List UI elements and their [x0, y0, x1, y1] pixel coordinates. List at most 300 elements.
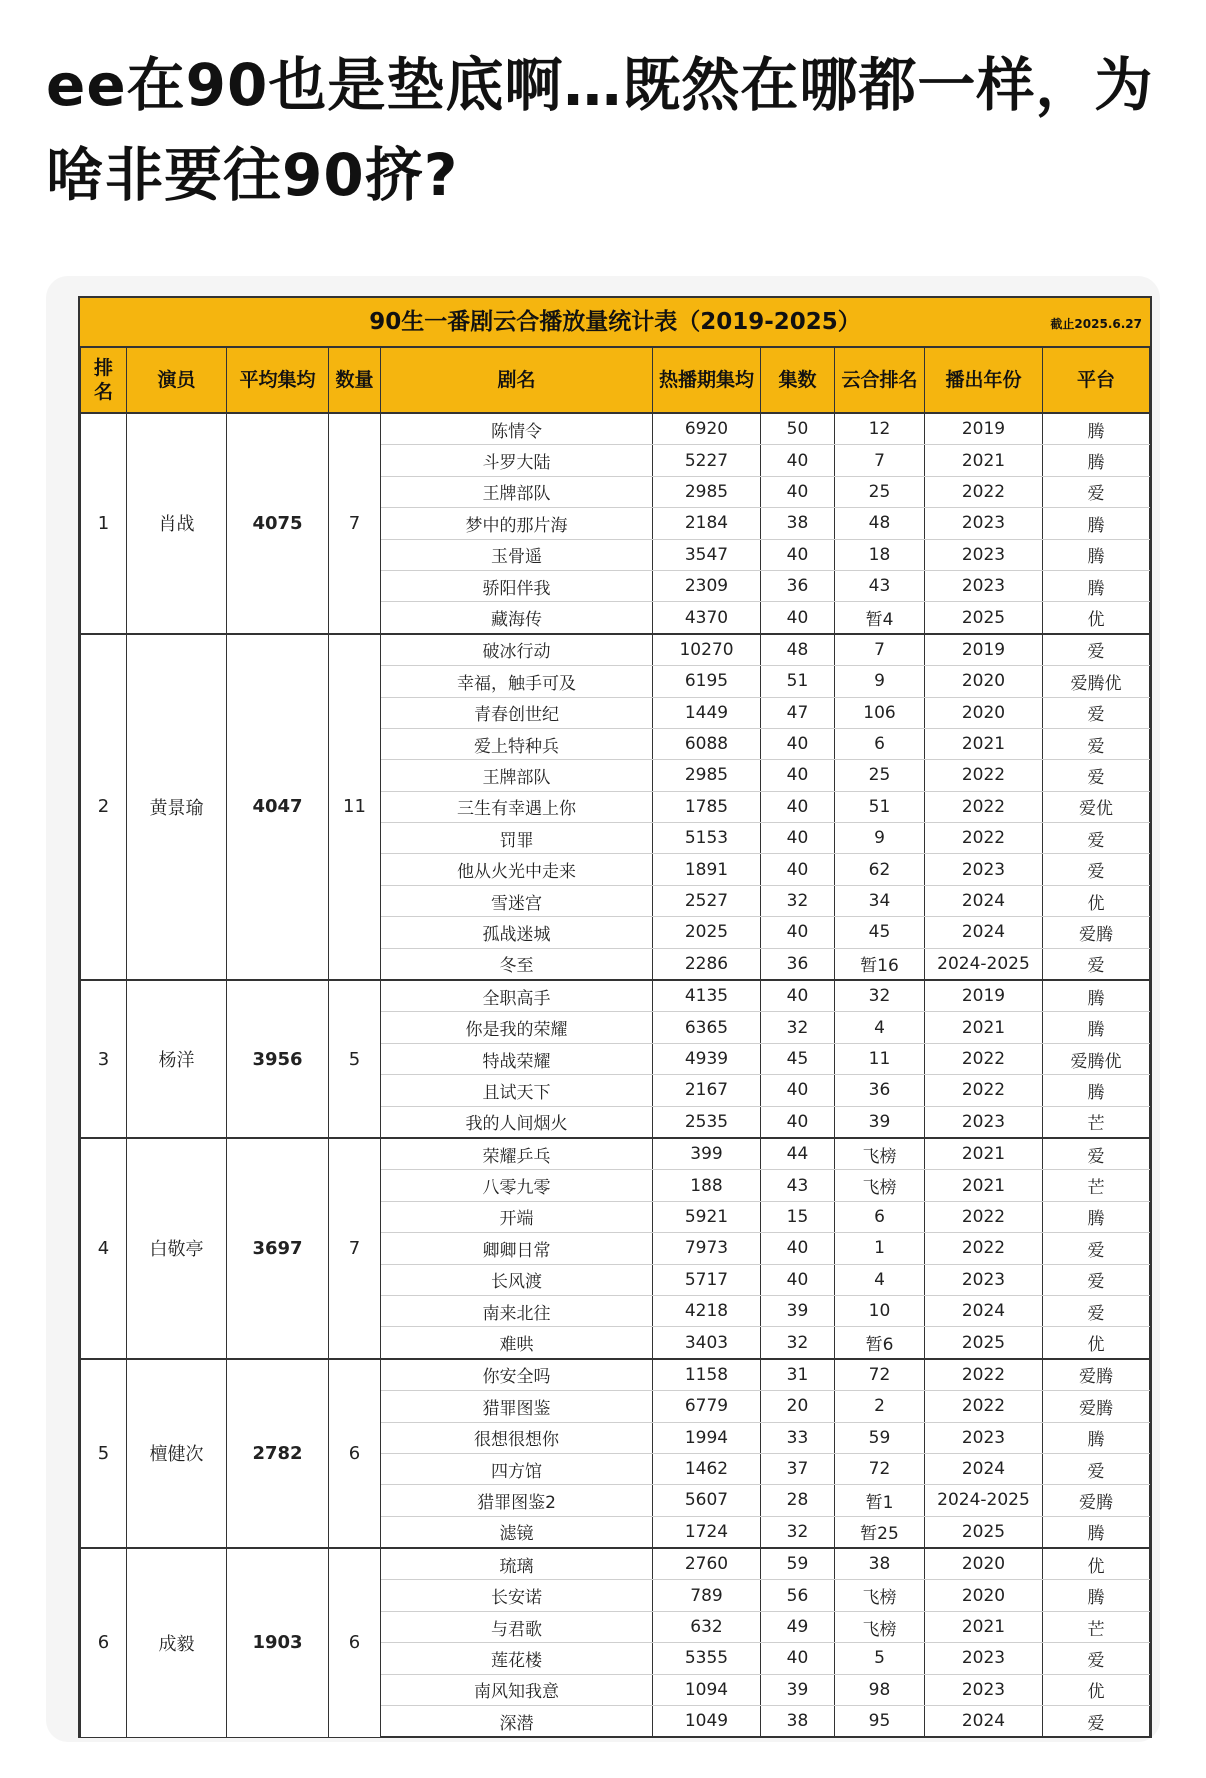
episodes-cell: 32 — [761, 1327, 835, 1359]
avg-cell: 3697 — [227, 1138, 329, 1359]
yunhe-rank-cell: 12 — [835, 413, 925, 445]
avg-cell: 2782 — [227, 1359, 329, 1548]
hot-avg-cell: 6920 — [653, 413, 761, 445]
yunhe-rank-cell: 暂25 — [835, 1516, 925, 1548]
platform-cell: 腾 — [1043, 570, 1150, 601]
sheet-title-bar — [80, 296, 1150, 347]
yunhe-rank-cell: 45 — [835, 917, 925, 948]
yunhe-rank-cell: 7 — [835, 634, 925, 666]
platform-cell: 爱 — [1043, 823, 1150, 854]
drama-name-cell: 很想很想你 — [381, 1422, 653, 1453]
header-rank-label: 排名 — [93, 357, 113, 403]
drama-name-cell: 你是我的荣耀 — [381, 1012, 653, 1043]
hot-avg-cell: 5153 — [653, 823, 761, 854]
air-year-cell: 2022 — [925, 1075, 1043, 1106]
yunhe-rank-cell: 5 — [835, 1643, 925, 1674]
air-year-cell: 2024 — [925, 1295, 1043, 1326]
platform-cell: 芒 — [1043, 1106, 1150, 1138]
platform-cell: 爱 — [1043, 728, 1150, 759]
episodes-cell: 40 — [761, 980, 835, 1012]
hot-avg-cell: 4370 — [653, 602, 761, 634]
episodes-cell: 49 — [761, 1611, 835, 1642]
actor-cell: 杨洋 — [127, 980, 227, 1138]
air-year-cell: 2024 — [925, 885, 1043, 916]
episodes-cell: 40 — [761, 1075, 835, 1106]
drama-name-cell: 斗罗大陆 — [381, 445, 653, 476]
yunhe-rank-cell: 72 — [835, 1453, 925, 1484]
yunhe-rank-cell: 飞榜 — [835, 1611, 925, 1642]
platform-cell: 爱腾优 — [1043, 1043, 1150, 1074]
air-year-cell: 2024 — [925, 917, 1043, 948]
platform-cell: 爱 — [1043, 697, 1150, 728]
rank-cell: 5 — [81, 1359, 127, 1548]
episodes-cell: 56 — [761, 1580, 835, 1611]
drama-name-cell: 长安诺 — [381, 1580, 653, 1611]
platform-cell: 腾 — [1043, 980, 1150, 1012]
yunhe-rank-cell: 飞榜 — [835, 1580, 925, 1611]
count-cell: 6 — [329, 1359, 381, 1548]
episodes-cell: 40 — [761, 854, 835, 885]
yunhe-rank-cell: 34 — [835, 885, 925, 916]
hot-avg-cell: 1449 — [653, 697, 761, 728]
yunhe-rank-cell: 62 — [835, 854, 925, 885]
air-year-cell: 2025 — [925, 1516, 1043, 1548]
cutoff-date: 截止2025.6.27 — [1050, 317, 1142, 331]
air-year-cell: 2021 — [925, 1170, 1043, 1201]
drama-name-cell: 深潜 — [381, 1706, 653, 1738]
platform-cell: 爱腾 — [1043, 1359, 1150, 1391]
count-cell: 5 — [329, 980, 381, 1138]
hot-avg-cell: 2985 — [653, 476, 761, 507]
episodes-cell: 33 — [761, 1422, 835, 1453]
air-year-cell: 2022 — [925, 1043, 1043, 1074]
count-cell: 6 — [329, 1548, 381, 1737]
drama-name-cell: 雪迷宫 — [381, 885, 653, 916]
drama-name-cell: 难哄 — [381, 1327, 653, 1359]
sheet-title: 90生一番剧云合播放量统计表（2019-2025） — [369, 309, 861, 335]
air-year-cell: 2024 — [925, 1706, 1043, 1738]
yunhe-rank-cell: 51 — [835, 791, 925, 822]
air-year-cell: 2024 — [925, 1453, 1043, 1484]
table-row — [81, 1359, 1150, 1391]
air-year-cell: 2025 — [925, 1327, 1043, 1359]
table-row — [81, 413, 1150, 445]
hot-avg-cell: 2527 — [653, 885, 761, 916]
yunhe-rank-cell: 11 — [835, 1043, 925, 1074]
platform-cell: 芒 — [1043, 1170, 1150, 1201]
episodes-cell: 40 — [761, 728, 835, 759]
drama-name-cell: 我的人间烟火 — [381, 1106, 653, 1138]
yunhe-rank-cell: 32 — [835, 980, 925, 1012]
hot-avg-cell: 6365 — [653, 1012, 761, 1043]
header-episodes: 集数 — [761, 348, 835, 414]
episodes-cell: 36 — [761, 948, 835, 980]
hot-avg-cell: 1891 — [653, 854, 761, 885]
episodes-cell: 40 — [761, 539, 835, 570]
actor-cell: 白敬亭 — [127, 1138, 227, 1359]
hot-avg-cell: 789 — [653, 1580, 761, 1611]
platform-cell: 腾 — [1043, 1201, 1150, 1232]
hot-avg-cell: 1094 — [653, 1674, 761, 1705]
episodes-cell: 50 — [761, 413, 835, 445]
platform-cell: 爱优 — [1043, 791, 1150, 822]
episodes-cell: 40 — [761, 791, 835, 822]
air-year-cell: 2022 — [925, 1233, 1043, 1264]
hot-avg-cell: 1994 — [653, 1422, 761, 1453]
platform-cell: 腾 — [1043, 1422, 1150, 1453]
episodes-cell: 40 — [761, 476, 835, 507]
episodes-cell: 39 — [761, 1674, 835, 1705]
air-year-cell: 2022 — [925, 1201, 1043, 1232]
hot-avg-cell: 2025 — [653, 917, 761, 948]
platform-cell: 爱 — [1043, 760, 1150, 791]
hot-avg-cell: 6779 — [653, 1391, 761, 1422]
episodes-cell: 40 — [761, 602, 835, 634]
episodes-cell: 32 — [761, 885, 835, 916]
table-row — [81, 1548, 1150, 1580]
hot-avg-cell: 4218 — [653, 1295, 761, 1326]
avg-cell: 4075 — [227, 413, 329, 634]
platform-cell: 爱 — [1043, 634, 1150, 666]
rank-cell: 1 — [81, 413, 127, 634]
drama-name-cell: 荣耀乒乓 — [381, 1138, 653, 1170]
platform-cell: 芒 — [1043, 1611, 1150, 1642]
yunhe-rank-cell: 95 — [835, 1706, 925, 1738]
yunhe-rank-cell: 25 — [835, 760, 925, 791]
table-row — [81, 1138, 1150, 1170]
drama-name-cell: 爱上特种兵 — [381, 728, 653, 759]
air-year-cell: 2023 — [925, 539, 1043, 570]
platform-cell: 爱 — [1043, 1233, 1150, 1264]
drama-name-cell: 南来北往 — [381, 1295, 653, 1326]
header-avg: 平均集均 — [227, 348, 329, 414]
hot-avg-cell: 5921 — [653, 1201, 761, 1232]
drama-name-cell: 四方馆 — [381, 1453, 653, 1484]
episodes-cell: 40 — [761, 1106, 835, 1138]
episodes-cell: 31 — [761, 1359, 835, 1391]
air-year-cell: 2020 — [925, 697, 1043, 728]
header-year: 播出年份 — [925, 348, 1043, 414]
drama-name-cell: 南风知我意 — [381, 1674, 653, 1705]
yunhe-rank-cell: 39 — [835, 1106, 925, 1138]
header-rank — [81, 348, 127, 414]
episodes-cell: 59 — [761, 1548, 835, 1580]
drama-name-cell: 王牌部队 — [381, 760, 653, 791]
platform-cell: 爱腾 — [1043, 1485, 1150, 1516]
hot-avg-cell: 1785 — [653, 791, 761, 822]
yunhe-rank-cell: 9 — [835, 823, 925, 854]
yunhe-rank-cell: 9 — [835, 666, 925, 697]
episodes-cell: 45 — [761, 1043, 835, 1074]
yunhe-rank-cell: 43 — [835, 570, 925, 601]
drama-name-cell: 罚罪 — [381, 823, 653, 854]
hot-avg-cell: 4135 — [653, 980, 761, 1012]
air-year-cell: 2023 — [925, 1674, 1043, 1705]
hot-avg-cell: 2167 — [653, 1075, 761, 1106]
air-year-cell: 2020 — [925, 1580, 1043, 1611]
air-year-cell: 2023 — [925, 1422, 1043, 1453]
drama-name-cell: 骄阳伴我 — [381, 570, 653, 601]
table-row — [81, 634, 1150, 666]
drama-name-cell: 特战荣耀 — [381, 1043, 653, 1074]
episodes-cell: 40 — [761, 760, 835, 791]
yunhe-rank-cell: 暂6 — [835, 1327, 925, 1359]
hot-avg-cell: 5607 — [653, 1485, 761, 1516]
hot-avg-cell: 399 — [653, 1138, 761, 1170]
drama-name-cell: 八零九零 — [381, 1170, 653, 1201]
platform-cell: 腾 — [1043, 1012, 1150, 1043]
drama-name-cell: 藏海传 — [381, 602, 653, 634]
yunhe-rank-cell: 59 — [835, 1422, 925, 1453]
air-year-cell: 2020 — [925, 666, 1043, 697]
air-year-cell: 2023 — [925, 570, 1043, 601]
rank-cell: 3 — [81, 980, 127, 1138]
air-year-cell: 2022 — [925, 1359, 1043, 1391]
yunhe-rank-cell: 106 — [835, 697, 925, 728]
air-year-cell: 2024-2025 — [925, 948, 1043, 980]
hot-avg-cell: 6088 — [653, 728, 761, 759]
drama-name-cell: 猎罪图鉴2 — [381, 1485, 653, 1516]
drama-name-cell: 王牌部队 — [381, 476, 653, 507]
platform-cell: 爱腾 — [1043, 917, 1150, 948]
header-actor: 演员 — [127, 348, 227, 414]
platform-cell: 优 — [1043, 1674, 1150, 1705]
platform-cell: 爱 — [1043, 1643, 1150, 1674]
yunhe-rank-cell: 6 — [835, 1201, 925, 1232]
air-year-cell: 2023 — [925, 854, 1043, 885]
yunhe-rank-cell: 98 — [835, 1674, 925, 1705]
platform-cell: 优 — [1043, 602, 1150, 634]
avg-cell: 1903 — [227, 1548, 329, 1737]
hot-avg-cell: 4939 — [653, 1043, 761, 1074]
platform-cell: 爱 — [1043, 948, 1150, 980]
air-year-cell: 2022 — [925, 791, 1043, 822]
platform-cell: 腾 — [1043, 1075, 1150, 1106]
air-year-cell: 2023 — [925, 1264, 1043, 1295]
platform-cell: 优 — [1043, 1327, 1150, 1359]
episodes-cell: 28 — [761, 1485, 835, 1516]
episodes-cell: 51 — [761, 666, 835, 697]
drama-name-cell: 全职高手 — [381, 980, 653, 1012]
episodes-cell: 48 — [761, 634, 835, 666]
header-count: 数量 — [329, 348, 381, 414]
drama-name-cell: 他从火光中走来 — [381, 854, 653, 885]
yunhe-rank-cell: 1 — [835, 1233, 925, 1264]
drama-name-cell: 玉骨遥 — [381, 539, 653, 570]
yunhe-rank-cell: 暂16 — [835, 948, 925, 980]
count-cell: 11 — [329, 634, 381, 980]
hot-avg-cell: 188 — [653, 1170, 761, 1201]
episodes-cell: 15 — [761, 1201, 835, 1232]
yunhe-rank-cell: 10 — [835, 1295, 925, 1326]
hot-avg-cell: 5227 — [653, 445, 761, 476]
drama-name-cell: 冬至 — [381, 948, 653, 980]
hot-avg-cell: 2184 — [653, 508, 761, 539]
hot-avg-cell: 5717 — [653, 1264, 761, 1295]
yunhe-rank-cell: 6 — [835, 728, 925, 759]
drama-name-cell: 陈情令 — [381, 413, 653, 445]
air-year-cell: 2021 — [925, 728, 1043, 759]
drama-name-cell: 你安全吗 — [381, 1359, 653, 1391]
hot-avg-cell: 2309 — [653, 570, 761, 601]
hot-avg-cell: 10270 — [653, 634, 761, 666]
platform-cell: 优 — [1043, 1548, 1150, 1580]
yunhe-rank-cell: 38 — [835, 1548, 925, 1580]
actor-cell: 黄景瑜 — [127, 634, 227, 980]
platform-cell: 腾 — [1043, 1516, 1150, 1548]
yunhe-rank-cell: 4 — [835, 1012, 925, 1043]
air-year-cell: 2022 — [925, 476, 1043, 507]
header-row — [81, 348, 1150, 414]
avg-cell: 3956 — [227, 980, 329, 1138]
hot-avg-cell: 1724 — [653, 1516, 761, 1548]
platform-cell: 爱 — [1043, 1264, 1150, 1295]
drama-name-cell: 琉璃 — [381, 1548, 653, 1580]
count-cell: 7 — [329, 413, 381, 634]
episodes-cell: 39 — [761, 1295, 835, 1326]
hot-avg-cell: 6195 — [653, 666, 761, 697]
air-year-cell: 2025 — [925, 602, 1043, 634]
episodes-cell: 40 — [761, 445, 835, 476]
stats-sheet — [78, 296, 1152, 1738]
platform-cell: 腾 — [1043, 1580, 1150, 1611]
episodes-cell: 38 — [761, 1706, 835, 1738]
episodes-cell: 43 — [761, 1170, 835, 1201]
air-year-cell: 2021 — [925, 1138, 1043, 1170]
episodes-cell: 37 — [761, 1453, 835, 1484]
drama-name-cell: 猎罪图鉴 — [381, 1391, 653, 1422]
platform-cell: 爱 — [1043, 1295, 1150, 1326]
episodes-cell: 32 — [761, 1516, 835, 1548]
hot-avg-cell: 2286 — [653, 948, 761, 980]
air-year-cell: 2020 — [925, 1548, 1043, 1580]
platform-cell: 腾 — [1043, 413, 1150, 445]
drama-name-cell: 三生有幸遇上你 — [381, 791, 653, 822]
yunhe-rank-cell: 暂1 — [835, 1485, 925, 1516]
episodes-cell: 44 — [761, 1138, 835, 1170]
drama-name-cell: 卿卿日常 — [381, 1233, 653, 1264]
count-cell: 7 — [329, 1138, 381, 1359]
air-year-cell: 2023 — [925, 1106, 1043, 1138]
episodes-cell: 36 — [761, 570, 835, 601]
drama-name-cell: 长风渡 — [381, 1264, 653, 1295]
platform-cell: 爱 — [1043, 854, 1150, 885]
platform-cell: 爱 — [1043, 1138, 1150, 1170]
drama-name-cell: 莲花楼 — [381, 1643, 653, 1674]
air-year-cell: 2022 — [925, 823, 1043, 854]
actor-cell: 成毅 — [127, 1548, 227, 1737]
drama-name-cell: 且试天下 — [381, 1075, 653, 1106]
drama-name-cell: 与君歌 — [381, 1611, 653, 1642]
hot-avg-cell: 2535 — [653, 1106, 761, 1138]
episodes-cell: 32 — [761, 1012, 835, 1043]
episodes-cell: 40 — [761, 823, 835, 854]
air-year-cell: 2021 — [925, 1611, 1043, 1642]
hot-avg-cell: 1462 — [653, 1453, 761, 1484]
rank-cell: 6 — [81, 1548, 127, 1737]
platform-cell: 优 — [1043, 885, 1150, 916]
table-body — [81, 413, 1150, 1737]
rank-cell: 4 — [81, 1138, 127, 1359]
header-hot-avg: 热播期集均 — [653, 348, 761, 414]
episodes-cell: 47 — [761, 697, 835, 728]
platform-cell: 爱 — [1043, 476, 1150, 507]
yunhe-rank-cell: 飞榜 — [835, 1138, 925, 1170]
air-year-cell: 2019 — [925, 980, 1043, 1012]
air-year-cell: 2022 — [925, 1391, 1043, 1422]
yunhe-rank-cell: 18 — [835, 539, 925, 570]
air-year-cell: 2019 — [925, 634, 1043, 666]
air-year-cell: 2023 — [925, 508, 1043, 539]
platform-cell: 爱 — [1043, 1706, 1150, 1738]
yunhe-rank-cell: 飞榜 — [835, 1170, 925, 1201]
yunhe-rank-cell: 48 — [835, 508, 925, 539]
episodes-cell: 40 — [761, 1643, 835, 1674]
drama-name-cell: 梦中的那片海 — [381, 508, 653, 539]
air-year-cell: 2021 — [925, 445, 1043, 476]
header-platform: 平台 — [1043, 348, 1150, 414]
episodes-cell: 20 — [761, 1391, 835, 1422]
header-yunhe-rank: 云合排名 — [835, 348, 925, 414]
hot-avg-cell: 2985 — [653, 760, 761, 791]
episodes-cell: 40 — [761, 1233, 835, 1264]
hot-avg-cell: 1158 — [653, 1359, 761, 1391]
yunhe-rank-cell: 暂4 — [835, 602, 925, 634]
hot-avg-cell: 2760 — [653, 1548, 761, 1580]
platform-cell: 腾 — [1043, 508, 1150, 539]
platform-cell: 腾 — [1043, 445, 1150, 476]
stats-table — [80, 347, 1150, 1738]
platform-cell: 爱腾 — [1043, 1391, 1150, 1422]
actor-cell: 肖战 — [127, 413, 227, 634]
rank-cell: 2 — [81, 634, 127, 980]
platform-cell: 爱 — [1043, 1453, 1150, 1484]
air-year-cell: 2022 — [925, 760, 1043, 791]
yunhe-rank-cell: 36 — [835, 1075, 925, 1106]
post-title: ee在90也是垫底啊…既然在哪都一样，为啥非要往90挤? — [46, 51, 1154, 209]
air-year-cell: 2021 — [925, 1012, 1043, 1043]
drama-name-cell: 滤镜 — [381, 1516, 653, 1548]
drama-name-cell: 孤战迷城 — [381, 917, 653, 948]
air-year-cell: 2024-2025 — [925, 1485, 1043, 1516]
actor-cell: 檀健次 — [127, 1359, 227, 1548]
table-row — [81, 980, 1150, 1012]
yunhe-rank-cell: 4 — [835, 1264, 925, 1295]
drama-name-cell: 开端 — [381, 1201, 653, 1232]
episodes-cell: 38 — [761, 508, 835, 539]
drama-name-cell: 幸福，触手可及 — [381, 666, 653, 697]
yunhe-rank-cell: 7 — [835, 445, 925, 476]
hot-avg-cell: 5355 — [653, 1643, 761, 1674]
platform-cell: 爱腾优 — [1043, 666, 1150, 697]
hot-avg-cell: 7973 — [653, 1233, 761, 1264]
yunhe-rank-cell: 72 — [835, 1359, 925, 1391]
air-year-cell: 2019 — [925, 413, 1043, 445]
hot-avg-cell: 3547 — [653, 539, 761, 570]
hot-avg-cell: 1049 — [653, 1706, 761, 1738]
air-year-cell: 2023 — [925, 1643, 1043, 1674]
header-drama: 剧名 — [381, 348, 653, 414]
avg-cell: 4047 — [227, 634, 329, 980]
hot-avg-cell: 3403 — [653, 1327, 761, 1359]
episodes-cell: 40 — [761, 917, 835, 948]
hot-avg-cell: 632 — [653, 1611, 761, 1642]
drama-name-cell: 破冰行动 — [381, 634, 653, 666]
yunhe-rank-cell: 2 — [835, 1391, 925, 1422]
episodes-cell: 40 — [761, 1264, 835, 1295]
platform-cell: 腾 — [1043, 539, 1150, 570]
drama-name-cell: 青春创世纪 — [381, 697, 653, 728]
